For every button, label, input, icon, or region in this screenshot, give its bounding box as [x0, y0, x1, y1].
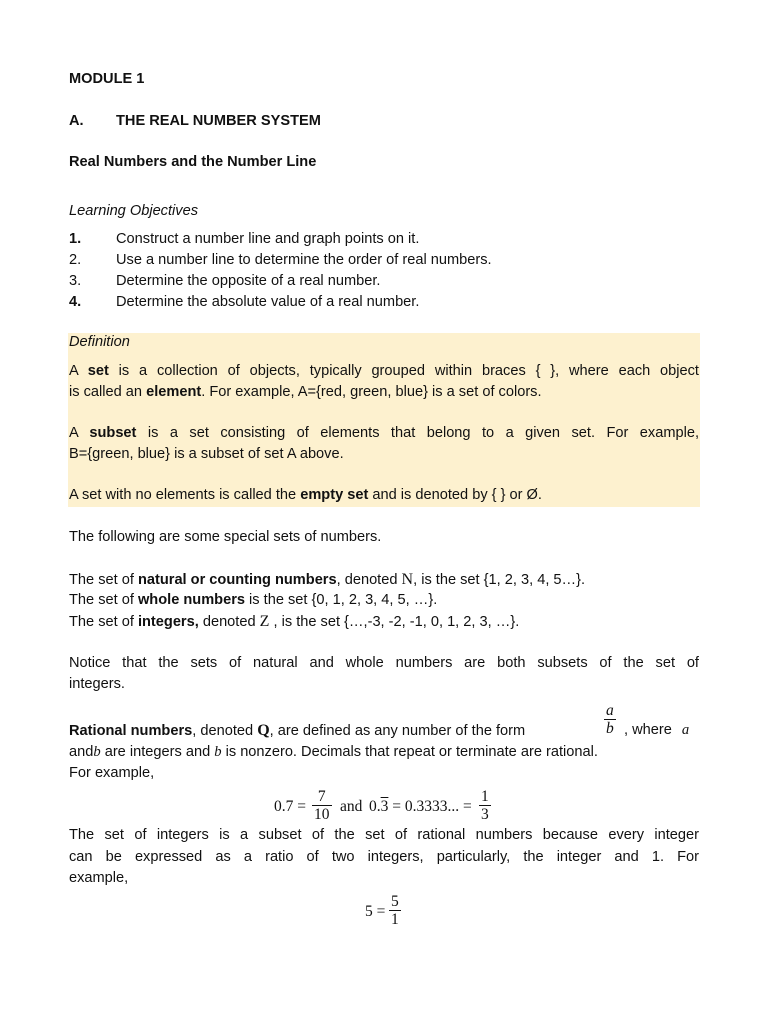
- integers-subset-line3: example,: [69, 870, 129, 886]
- term-rational-numbers: Rational numbers: [69, 723, 193, 739]
- section-letter: A.: [69, 113, 84, 129]
- subset-definition-line2: B={green, blue} is a subset of set A above.: [69, 446, 344, 462]
- module-title: MODULE 1: [69, 71, 145, 87]
- set-definition-line2: is called an element. For example, A={red, green, blue} is a set of colors.: [69, 384, 542, 400]
- term-empty-set: empty set: [300, 487, 369, 503]
- rational-symbol: Q: [257, 722, 270, 739]
- notice-line2: integers.: [69, 676, 125, 692]
- objective-item: 3. Determine the opposite of a real number.: [69, 273, 381, 289]
- whole-numbers-line: The set of whole numbers is the set {0, 1, 2, 3, 4, 5, …}.: [69, 592, 438, 608]
- term-element: element: [146, 384, 202, 400]
- special-sets-intro: The following are some special sets of numbers.: [69, 529, 382, 545]
- repeating-digit: 3: [380, 798, 389, 815]
- rational-line1-end: , where a: [624, 722, 690, 738]
- notice-line1: Notice that the sets of natural and whole numbers are both subsets of the set of: [69, 655, 699, 671]
- fraction-a-over-b: $\frac{a}{b}$: [606, 702, 614, 737]
- rational-line1: Rational numbers, denoted Q, are defined as any number of the form: [69, 722, 526, 739]
- term-subset: subset: [89, 425, 137, 441]
- document-page: MODULE 1 A. THE REAL NUMBER SYSTEM Real Numbers and the Number Line Learning Objectives 1. Construct a number line and graph points on it. 2. Use a number line to determine the order of real numbers. 3. Determine the opposite of a real number. 4. Determine the absolute value of a real number. Definition A set is a collection of objects, typically grouped within braces { }, where each object is called an element. For example, A={red, green, blue} is a set of colors. A subset is a set consisting of elements that belong to a given set. For example, B={green, blue} is a subset of set A above. A set with no elements is called the empty set and is denoted by { } or Ø. The following are some special sets of numbers. The set of natural or counting numbers, denoted N, is the set {1, 2, 3, 4, 5…}. The set of whole numbers is the set {0, 1, 2, 3, 4, 5, …}. The set of integers, denoted Z , is the set {…,-3, -2, -1, 0, 1, 2, 3, …}. Notice that the sets of natural and whole numbers are both subsets of the set of integers. Rational numbers, denoted Q, are defined as any number of the form $\frac{a}{b}$ , where a andb are integers and b is nonzero. Decimals that repeat or terminate are rational. For example, 0.7 = $\frac{7}{10}$ and 0.3 = 0.3333... = $\frac{1}{3}$ The set of integers is a subset of the set of rational numbers because every integer can be expressed as a ratio of two integers, particularly, the integer and 1. For example, 5 = $\frac{5}{1}$: [69, 71, 700, 928]
- natural-symbol: N: [401, 571, 414, 588]
- section-heading: [69, 113, 321, 129]
- objective-item: 1. Construct a number line and graph points on it.: [69, 231, 420, 247]
- integers-symbol: Z: [259, 613, 270, 630]
- subset-definition-line1: A subset is a set consisting of elements that belong to a given set. For example,: [69, 425, 700, 441]
- objective-item: 4. Determine the absolute value of a real number.: [69, 294, 420, 310]
- natural-numbers-line: The set of natural or counting numbers, denoted N, is the set {1, 2, 3, 4, 5…}.: [69, 571, 586, 588]
- fraction-1-3: $\frac{1}{3}$: [481, 788, 489, 823]
- empty-set-definition: A set with no elements is called the empty set and is denoted by { } or Ø.: [69, 487, 542, 503]
- term-set: set: [87, 363, 109, 379]
- rational-line2: andb are integers and b is nonzero. Decimals that repeat or terminate are rational.: [69, 744, 598, 760]
- set-definition-line1: A set is a collection of objects, typically grouped within braces { }, where each object: [69, 363, 699, 379]
- objectives-heading: Learning Objectives: [69, 203, 198, 219]
- fraction-7-10: $\frac{7}{10}$: [314, 788, 330, 823]
- definition-box: [68, 333, 700, 507]
- integers-subset-line1: The set of integers is a subset of the set of rational numbers because every integer: [69, 827, 699, 843]
- integers-line: The set of integers, denoted Z , is the set {…,-3, -2, -1, 0, 1, 2, 3, …}.: [69, 613, 520, 630]
- definition-heading: Definition: [69, 334, 130, 350]
- fraction-5-1: $\frac{5}{1}$: [391, 893, 399, 928]
- section-title: THE REAL NUMBER SYSTEM: [116, 113, 321, 129]
- subsection-title: Real Numbers and the Number Line: [69, 154, 317, 170]
- integers-subset-line2: can be expressed as a ratio of two integers, particularly, the integer and 1. For: [69, 849, 699, 865]
- rational-line3: For example,: [69, 765, 155, 781]
- objective-item: 2. Use a number line to determine the order of real numbers.: [69, 252, 492, 268]
